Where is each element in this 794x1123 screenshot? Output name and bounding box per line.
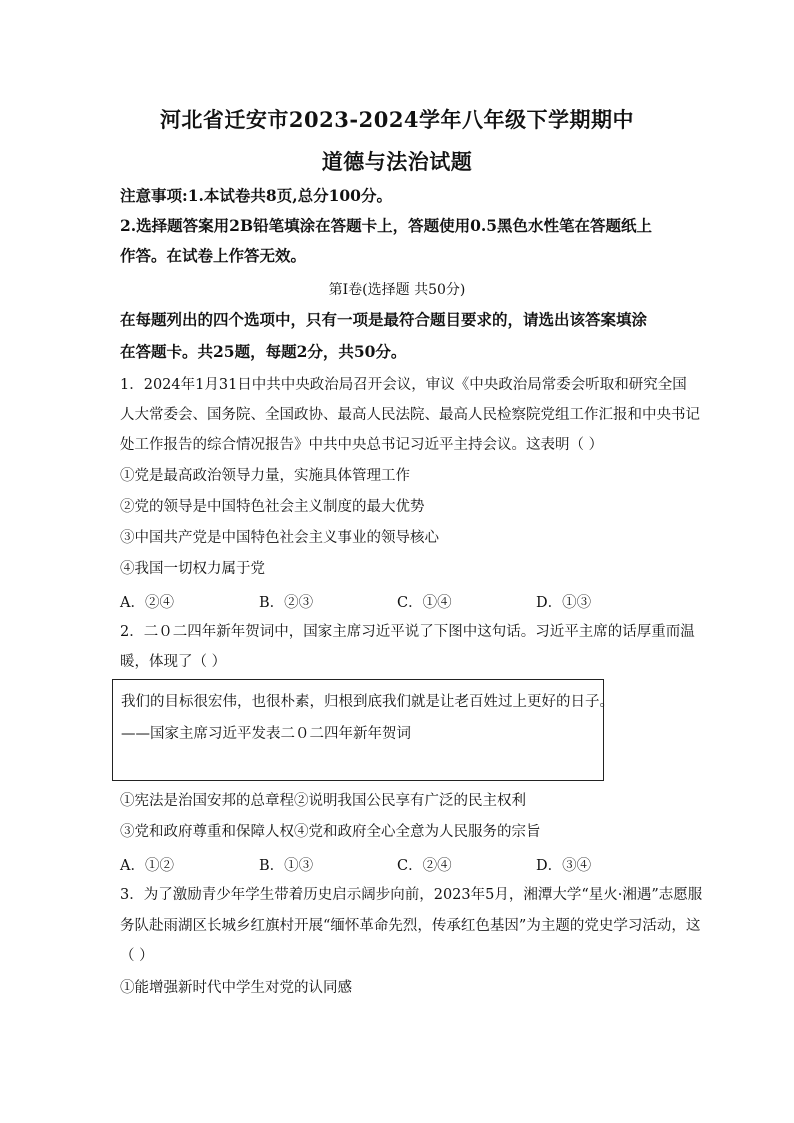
q2-quote-source: ——国家主席习近平发表二０二四年新年贺词 bbox=[121, 726, 411, 742]
q3-stem-line-2: 务队赴雨湖区长城乡红旗村开展“缅怀革命先烈，传承红色基因”为主题的党史学习活动，这 bbox=[120, 918, 701, 934]
q2-stem-line-2: 暖，体现了（ ） bbox=[120, 654, 227, 670]
q2-stem-line-1: 2．二０二四年新年贺词中，国家主席习近平说了下图中这句话。习近平主席的话厚重而温 bbox=[120, 624, 695, 640]
section-title: 第Ⅰ卷(选择题 共50分) bbox=[328, 282, 466, 298]
section-instruction-1: 在每题列出的四个选项中，只有一项是最符合题目要求的，请选出该答案填涂 bbox=[120, 310, 648, 329]
notes-line-2: 2.选择题答案用2B铅笔填涂在答题卡上，答题使用0.5黑色水性笔在答题纸上 bbox=[120, 216, 653, 235]
q1-option-d: D．①③ bbox=[536, 595, 592, 611]
q2-statements-line-1: ①宪法是治国安邦的总章程②说明我国公民享有广泛的民主权利 bbox=[120, 793, 526, 809]
q1-option-b: B．②③ bbox=[259, 595, 314, 611]
q2-quote-box bbox=[112, 679, 614, 781]
q1-stem-line-2: 人大常委会、国务院、全国政协、最高人民法院、最高人民检察院党组工作汇报和中央书记 bbox=[120, 407, 700, 423]
exam-subject-title: 道德与法治试题 bbox=[321, 149, 473, 174]
q2-option-d: D．③④ bbox=[536, 858, 592, 874]
q2-quote-text: 我们的目标很宏伟，也很朴素，归根到底我们就是让老百姓过上更好的日子。 bbox=[121, 694, 614, 710]
q1-statement-1: ①党是最高政治领导力量，实施具体管理工作 bbox=[120, 468, 410, 484]
q2-option-a: A．①② bbox=[120, 858, 174, 874]
q1-option-c: C．①④ bbox=[397, 595, 452, 611]
q2-option-c: C．②④ bbox=[397, 858, 452, 874]
notes-line-3: 作答。在试卷上作答无效。 bbox=[120, 246, 307, 265]
q1-stem-line-1: 1．2024年1月31日中共中央政治局召开会议，审议《中央政治局常委会听取和研究全国 bbox=[120, 377, 687, 393]
q1-option-a: A．②④ bbox=[120, 595, 174, 611]
q3-statement-1: ①能增强新时代中学生对党的认同感 bbox=[120, 980, 352, 996]
q1-statement-2: ②党的领导是中国特色社会主义制度的最大优势 bbox=[120, 499, 425, 515]
q1-statement-4: ④我国一切权力属于党 bbox=[120, 561, 265, 577]
q1-stem-line-3: 处工作报告的综合情况报告》中共中央总书记习近平主持会议。这表明（ ） bbox=[120, 437, 604, 453]
q3-stem-line-3: （ ） bbox=[120, 948, 154, 964]
section-instruction-2: 在答题卡。共25题，每题2分，共50分。 bbox=[120, 342, 407, 361]
q2-option-b: B．①③ bbox=[259, 858, 314, 874]
q3-stem-line-1: 3．为了激励青少年学生带着历史启示阔步向前，2023年5月，湘潭大学“星火·湘遇”志愿服 bbox=[120, 887, 703, 903]
q2-statements-line-2: ③党和政府尊重和保障人权④党和政府全心全意为人民服务的宗旨 bbox=[120, 824, 541, 840]
q1-statement-3: ③中国共产党是中国特色社会主义事业的领导核心 bbox=[120, 530, 439, 546]
exam-title: 河北省迁安市2023-2024学年八年级下学期期中 bbox=[159, 107, 635, 132]
notes-line-1: 注意事项:1.本试卷共8页,总分100分。 bbox=[120, 186, 392, 205]
